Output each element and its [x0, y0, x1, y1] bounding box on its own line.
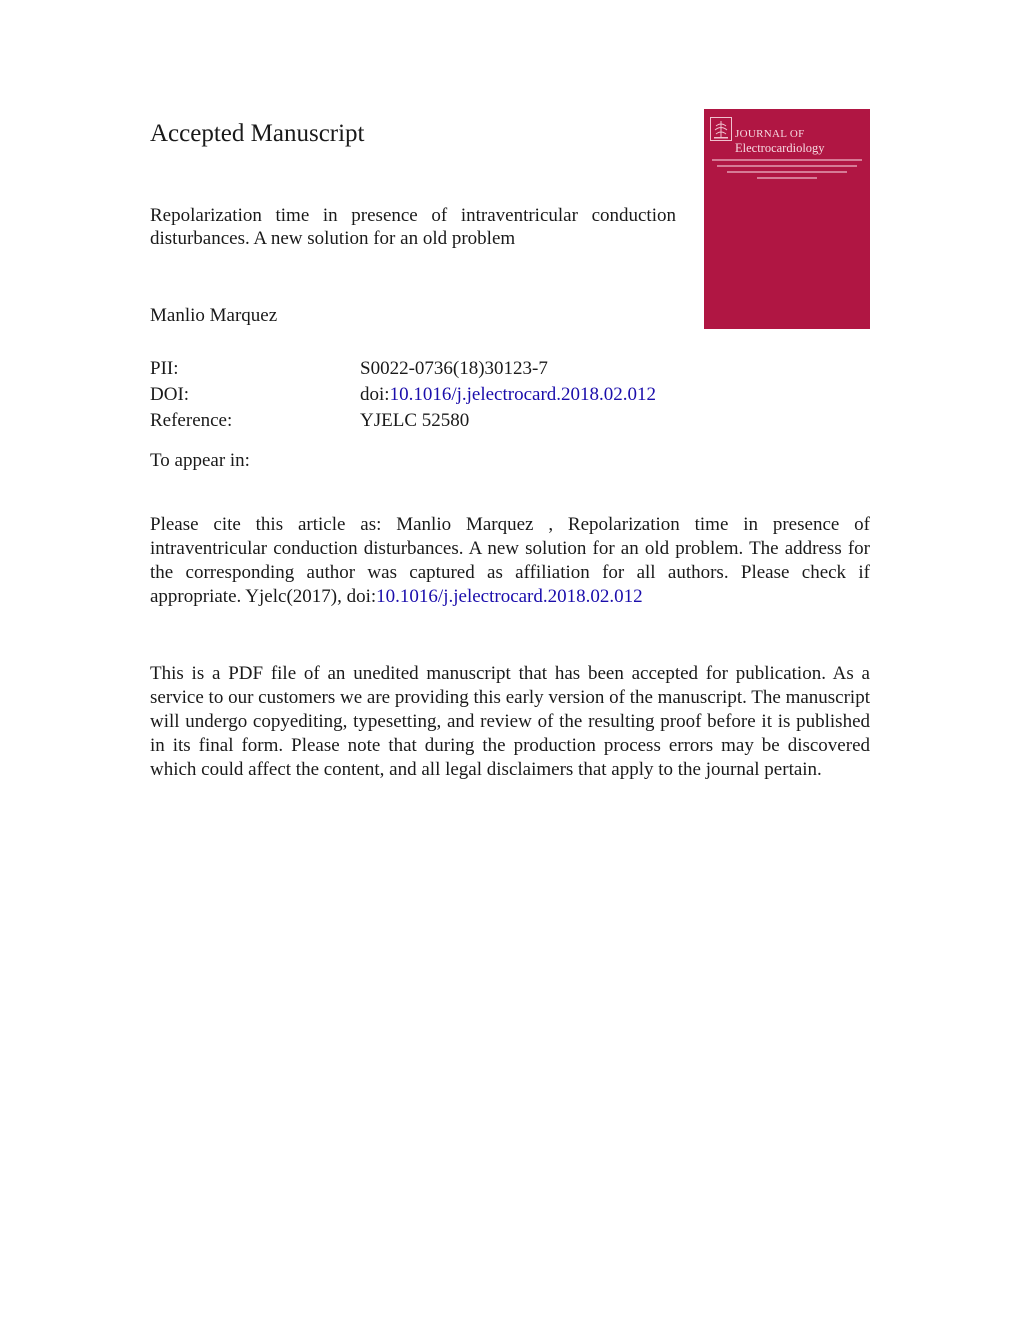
cover-journal-name	[735, 127, 825, 155]
disclaimer-paragraph: This is a PDF file of an unedited manuscript that has been accepted for publication. As a service to our customers we are providing this early version of the manuscript. The manuscript will undergo copyediting, typesetting, and review of the resulting proof before it is published in its final form. Please note that during the production process errors may be discovered which could affect the content, and all legal disclaimers that apply to the journal pertain.	[150, 663, 870, 780]
pii-label: PII:	[150, 358, 179, 379]
appear-in-label: To appear in:	[150, 450, 250, 471]
doi-row	[150, 382, 656, 408]
cover-journal-line1: JOURNAL OF	[735, 128, 805, 140]
pii-value: S0022-0736(18)30123-7	[360, 358, 548, 379]
citation-text: Please cite this article as: Manlio Marquez , Repolarization time in presence of intraventricular conduction disturbances. A new solution for an old problem. The address for the corresponding author was captured as affiliation for all authors. Please check if appropriate. Yjelc(2017), doi:	[150, 514, 870, 607]
pii-row	[150, 356, 656, 382]
author-name: Manlio Marquez	[150, 305, 278, 326]
reference-value: YJELC 52580	[360, 410, 470, 431]
reference-row	[150, 408, 656, 434]
elsevier-tree-icon	[710, 117, 732, 141]
journal-cover	[704, 109, 870, 329]
page-heading: Accepted Manuscript	[150, 120, 365, 147]
citation-paragraph	[150, 513, 870, 609]
manuscript-metadata	[150, 356, 656, 434]
doi-label: DOI:	[150, 384, 190, 405]
article-title: Repolarization time in presence of intraventricular conduction disturbances. A new solution for an old problem	[150, 205, 676, 249]
cover-journal-line2: Electrocardiology	[735, 141, 825, 155]
cover-fine-print	[710, 159, 864, 183]
doi-prefix: doi:	[360, 384, 390, 405]
reference-label: Reference:	[150, 410, 233, 431]
doi-link[interactable]: 10.1016/j.jelectrocard.2018.02.012	[389, 384, 657, 405]
citation-doi-link[interactable]: 10.1016/j.jelectrocard.2018.02.012	[376, 586, 643, 607]
